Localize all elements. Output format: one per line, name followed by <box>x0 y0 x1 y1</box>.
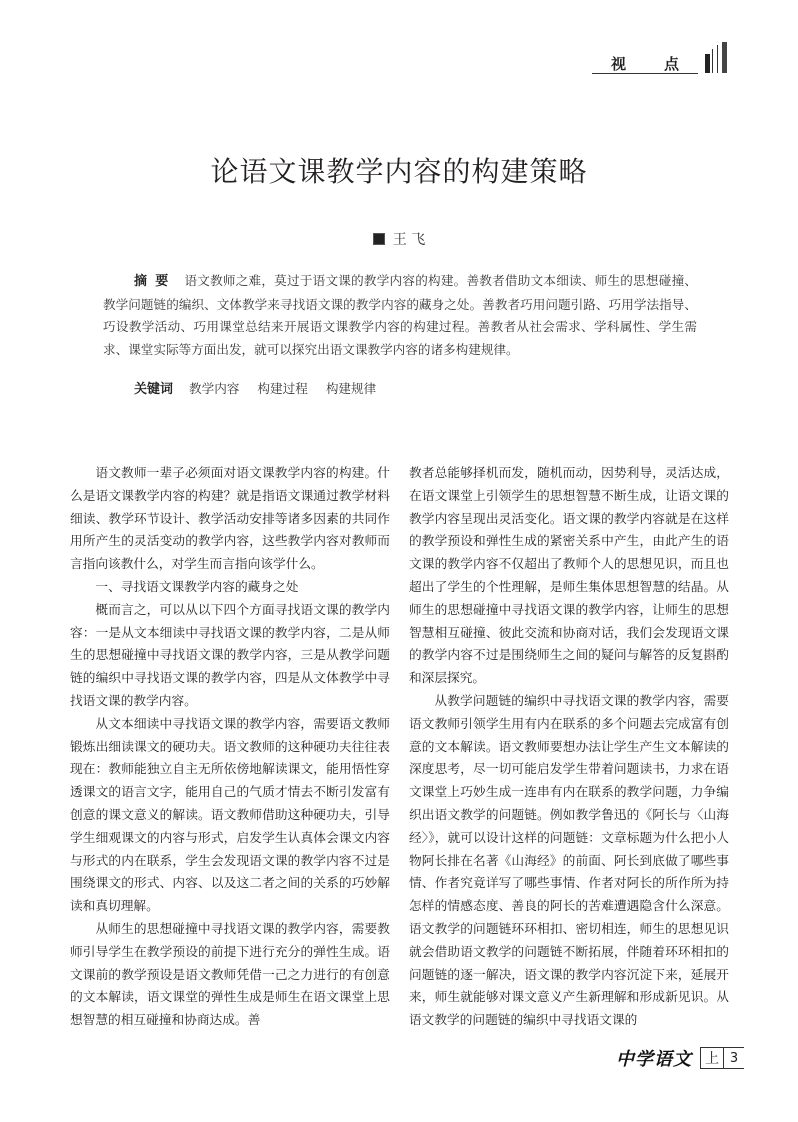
paragraph: 从教学问题链的编织中寻找语文课的教学内容，需要语文教师引领学生用有内在联系的多个问题去完成富有创意的文本解读。语文教师要想办法让学生产生文本解读的深度思考，尽一切可能启发学生带着问题读书，力求在语文课堂上巧妙生成一连串有内在联系的教学问题，力争编织出语文教学的问题链。例如教学鲁迅的《阿长与〈山海经〉》，就可以设计这样的问题链：文章标题为什么把小人物阿长排在名著《山海经》的前面、阿长到底做了哪些事情、作者究竟详写了哪些事情、作者对阿长的所作所为持怎样的情感态度、善良的阿长的苦难遭遇隐含什么深意。语文教学的问题链环环相扣、密切相连，师生的思想见识就会借助语文教学的问题链不断拓展，伴随着环环相扣的问题链的逐一解决，语文课的教学内容沉淀下来，延展开来，师生就能够对课文意义产生新理解和形成新见识。从语文教学的问题链的编织中寻找语文课的 <box>409 692 729 1028</box>
article-title: 论语文课教学内容的构建策略 <box>210 155 588 188</box>
page-footer <box>616 1047 744 1069</box>
abstract-text: 语文教师之难，莫过于语文课的教学内容的构建。善教者借助文本细读、师生的思想碰撞、教学问题链的编织、文体教学来寻找语文课的教学内容的藏身之处。善教者巧用问题引路、巧用学法指导、巧设教学活动、巧用课堂总结来开展语文课教学内容的构建过程。善教者从社会需求、学科属性、学生需求、课堂实际等方面出发，就可以探究出语文课教学内容的诸多构建规律。 <box>103 273 697 357</box>
paragraph: 语文教师一辈子必须面对语文课教学内容的构建。什么是语文课教学内容的构建？就是指语文课通过教学材料细读、教学环节设计、教学活动安排等诸多因素的共同作用所产生的灵活变动的教学内容，这些教学内容对教师而言指向该教什么，对学生而言指向该学什么。 <box>70 465 390 572</box>
keywords <box>134 378 390 397</box>
page-number: 3 <box>729 1050 739 1066</box>
abstract <box>103 270 697 361</box>
paragraph: 概而言之，可以从以下四个方面寻找语文课的教学内容：一是从文本细读中寻找语文课的教学内容，二是从师生的思想碰撞中寻找语文课的教学内容，三是从教学问题链的编织中寻找语文课的教学内容，四是从文体教学中寻找语文课的教学内容。 <box>70 601 390 708</box>
volume-label: 上 <box>701 1048 724 1068</box>
decorative-bar-icon <box>705 54 710 73</box>
keyword: 构建过程 <box>257 381 308 396</box>
decorative-bar-icon <box>722 42 727 73</box>
section-label-char-2: 点 <box>663 55 679 73</box>
decorative-bar-icon <box>717 45 718 73</box>
keyword: 教学内容 <box>189 381 240 396</box>
square-bullet-icon <box>373 233 385 245</box>
paragraph: 教者总能够择机而发，随机而动，因势利导，灵活达成，在语文课堂上引领学生的思想智慧不断生成，让语文课的教学内容呈现出灵活变化。语文课的教学内容就是在这样的教学预设和弹性生成的紧密关系中产生，由此产生的语文课的教学内容不仅超出了教师个人的思想见识，而且也超出了学生的个性理解，是师生集体思想智慧的结晶。从师生的思想碰撞中寻找语文课的教学内容，让师生的思想智慧相互碰撞、彼此交流和协商对话，我们会发现语文课的教学内容不过是围绕师生之间的疑问与解答的反复斟酌和深层探究。 <box>409 465 729 686</box>
body-column-right <box>409 462 729 1032</box>
paragraph: 从文本细读中寻找语文课的教学内容，需要语文教师锻炼出细读课文的硬功夫。语文教师的这种硬功夫往往表现在：教师能独立自主无所依傍地解读课文，能用悟性穿透课文的语言文字，能用自己的气质才情去不断引发富有创意的课文意义的解读。语文教师借助这种硬功夫，引导学生细观课文的内容与形式，启发学生认真体会课文内容与形式的内在联系，学生会发现语文课的教学内容不过是围绕课文的形式、内容、以及这二者之间的关系的巧妙解读和真切理解。 <box>70 715 390 914</box>
section-label <box>592 53 698 74</box>
section-label-char-1: 视 <box>610 55 626 73</box>
decorative-bar-icon <box>712 49 713 73</box>
abstract-label: 摘要 <box>134 274 177 289</box>
author-line <box>0 229 798 249</box>
section-heading: 一、寻找语文课教学内容的藏身之处 <box>95 578 299 594</box>
keyword: 构建规律 <box>325 381 377 396</box>
issue-box <box>700 1047 744 1069</box>
section-header <box>592 40 732 80</box>
journal-name: 中学语文 <box>616 1049 692 1070</box>
author-name: 王 飞 <box>392 232 426 248</box>
keywords-label: 关键词 <box>134 382 174 397</box>
paragraph: 从师生的思想碰撞中寻找语文课的教学内容，需要教师引导学生在教学预设的前提下进行充分的弹性生成。语文课前的教学预设是语文教师凭借一己之力进行的有创意的文本解读，语文课堂的弹性生成是师生在语文课堂上思想智慧的相互碰撞和协商达成。善 <box>70 920 390 1028</box>
body-column-left <box>70 462 390 1032</box>
